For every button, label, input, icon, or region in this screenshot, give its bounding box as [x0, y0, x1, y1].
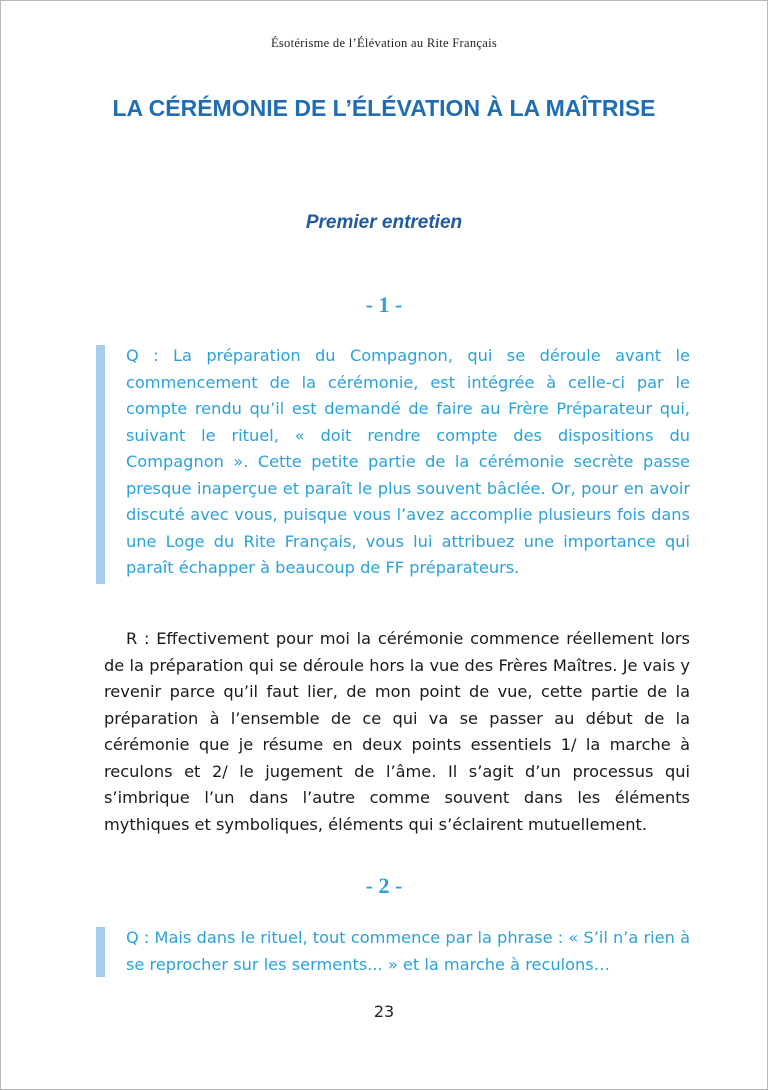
- section-number-2: - 2 -: [365, 873, 403, 898]
- page-number: 23: [373, 1002, 395, 1021]
- question-1-text: Q : La préparation du Compagnon, qui se déroule avant le commencement de la cérémonie, est intégrée à celle-ci par le compte rendu qu’il est demandé de faire au Frère Préparateur qui, suivant le rituel, « doit rendre compte des dispositions du Compagnon ». Cette petite partie de la cérémonie secrète passe presque inaperçue et paraît le plus souvent bâclée. Or, pour en avoir discuté avec vous, puisque vous l’avez accomplie plusieurs fois dans une Loge du Rite Français, vous lui attribuez une importance qui paraît échapper à beaucoup de FF préparateurs.: [126, 346, 690, 577]
- question-2-text: Q : Mais dans le rituel, tout commence par la phrase : « S’il n’a rien à se reprocher sur les serments... » et la marche à reculons…: [126, 928, 690, 974]
- running-head: Ésotérisme de l’Élévation au Rite Français: [270, 36, 498, 50]
- question-bar-1: [96, 345, 105, 584]
- section-number-1: - 1 -: [365, 292, 403, 317]
- question-bar-2: [96, 927, 105, 977]
- chapter-title: LA CÉRÉMONIE DE L’ÉLÉVATION À LA MAÎTRISE: [112, 95, 656, 121]
- section-subtitle: Premier entretien: [305, 212, 463, 233]
- answer-1-text: R : Effectivement pour moi la cérémonie commence réellement lors de la préparation qui se déroule hors la vue des Frères Maîtres. Je vais y revenir parce qu’il faut lier, de mon point de vue, cette partie de la préparation à l’ensemble de ce qui va se passer au début de la cérémonie que je résume en deux points essentiels 1/ la marche à reculons et 2/ le jugement de l’âme. Il s’agit d’un processus qui s’imbrique l’un dans l’autre comme souvent dans les éléments mythiques et symboliques, éléments qui s’éclairent mutuellement.: [104, 629, 690, 834]
